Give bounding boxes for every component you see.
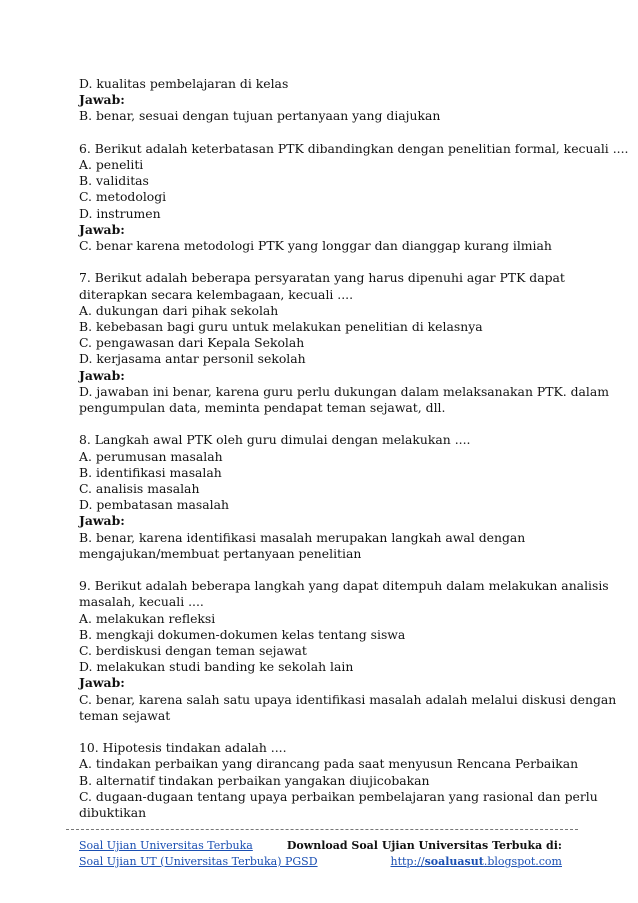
text-line: B. alternatif tindakan perbaikan yangakan diujicobakan [79,772,430,788]
text-line: D. melakukan studi banding ke sekolah lain [79,659,354,675]
text-line: C. metodologi [79,189,167,205]
text-line: teman sejawat [79,707,171,723]
answer-heading: Jawab: [79,367,125,383]
text-line: A. melakukan refleksi [79,610,216,626]
footer-right [287,838,562,869]
text-line: C. pengawasan dari Kepala Sekolah [79,335,305,351]
text-line: 9. Berikut adalah beberapa langkah yang dapat ditempuh dalam melakukan analisis [79,578,609,594]
text-line: 10. Hipotesis tindakan adalah .... [79,740,287,756]
question-content [79,76,629,821]
text-line: D. pembatasan masalah [79,497,229,513]
answer-heading: Jawab: [79,513,125,529]
answer-heading: Jawab: [79,221,125,237]
text-line: B. validitas [79,173,149,189]
footer-url-link[interactable] [287,854,562,870]
footer-link-soal-ujian-pgsd[interactable]: Soal Ujian UT (Universitas Terbuka) PGSD [79,854,318,868]
paragraph-gap [79,724,579,740]
text-line: B. benar, sesuai dengan tujuan pertanyaan yang diajukan [79,108,441,124]
text-line: A. peneliti [79,157,144,172]
text-line: C. benar karena metodologi PTK yang longgar dan dianggap kurang ilmiah [79,238,552,254]
footer-divider [66,829,578,830]
text-line: 6. Berikut adalah keterbatasan PTK dibandingkan dengan penelitian formal, kecuali .... [79,140,629,156]
text-line: pengumpulan data, meminta pendapat teman sejawat, dll. [79,400,446,416]
text-line: B. mengkaji dokumen-dokumen kelas tentang siswa [79,626,406,642]
paragraph-gap [79,125,579,141]
text-line: D. kualitas pembelajaran di kelas [79,76,289,91]
text-line: D. kerjasama antar personil sekolah [79,351,306,367]
text-line: A. perumusan masalah [79,448,223,464]
text-line: diterapkan secara kelembagaan, kecuali .... [79,286,354,302]
url-prefix: http:// [390,854,425,868]
text-line: D. jawaban ini benar, karena guru perlu dukungan dalam melaksanakan PTK. dalam [79,383,610,399]
text-line: C. dugaan-dugaan tentang upaya perbaikan pembelajaran yang rasional dan perlu [79,788,598,804]
text-line: C. berdiskusi dengan teman sejawat [79,643,307,659]
text-line: 7. Berikut adalah beberapa persyaratan yang harus dipenuhi agar PTK dapat [79,270,565,286]
text-line: B. kebebasan bagi guru untuk melakukan penelitian di kelasnya [79,319,483,335]
text-line: A. dukungan dari pihak sekolah [79,302,279,318]
answer-heading: Jawab: [79,675,125,691]
text-line: dibuktikan [79,805,147,821]
url-bold: soaluasut [424,854,484,868]
text-line: B. benar, karena identifikasi masalah merupakan langkah awal dengan [79,529,526,545]
footer-left [79,838,318,869]
url-suffix: .blogspot.com [483,854,562,868]
paragraph-gap [79,416,579,432]
text-line: C. analisis masalah [79,481,200,497]
paragraph-gap [79,254,579,270]
text-line: B. identifikasi masalah [79,464,222,480]
answer-heading: Jawab: [79,92,125,108]
text-line: A. tindakan perbaikan yang dirancang pada saat menyusun Rencana Perbaikan [79,756,579,772]
footer-link-soal-ujian-ut[interactable]: Soal Ujian Universitas Terbuka [79,839,253,852]
text-line: D. instrumen [79,205,161,221]
text-line: masalah, kecuali .... [79,594,204,610]
footer-download-label: Download Soal Ujian Universitas Terbuka di: [286,839,562,852]
text-line: C. benar, karena salah satu upaya identifikasi masalah adalah melalui diskusi dengan [79,691,617,707]
text-line: mengajukan/membuat pertanyaan penelitian [79,545,362,561]
text-line: 8. Langkah awal PTK oleh guru dimulai dengan melakukan .... [79,432,471,448]
paragraph-gap [79,562,579,578]
